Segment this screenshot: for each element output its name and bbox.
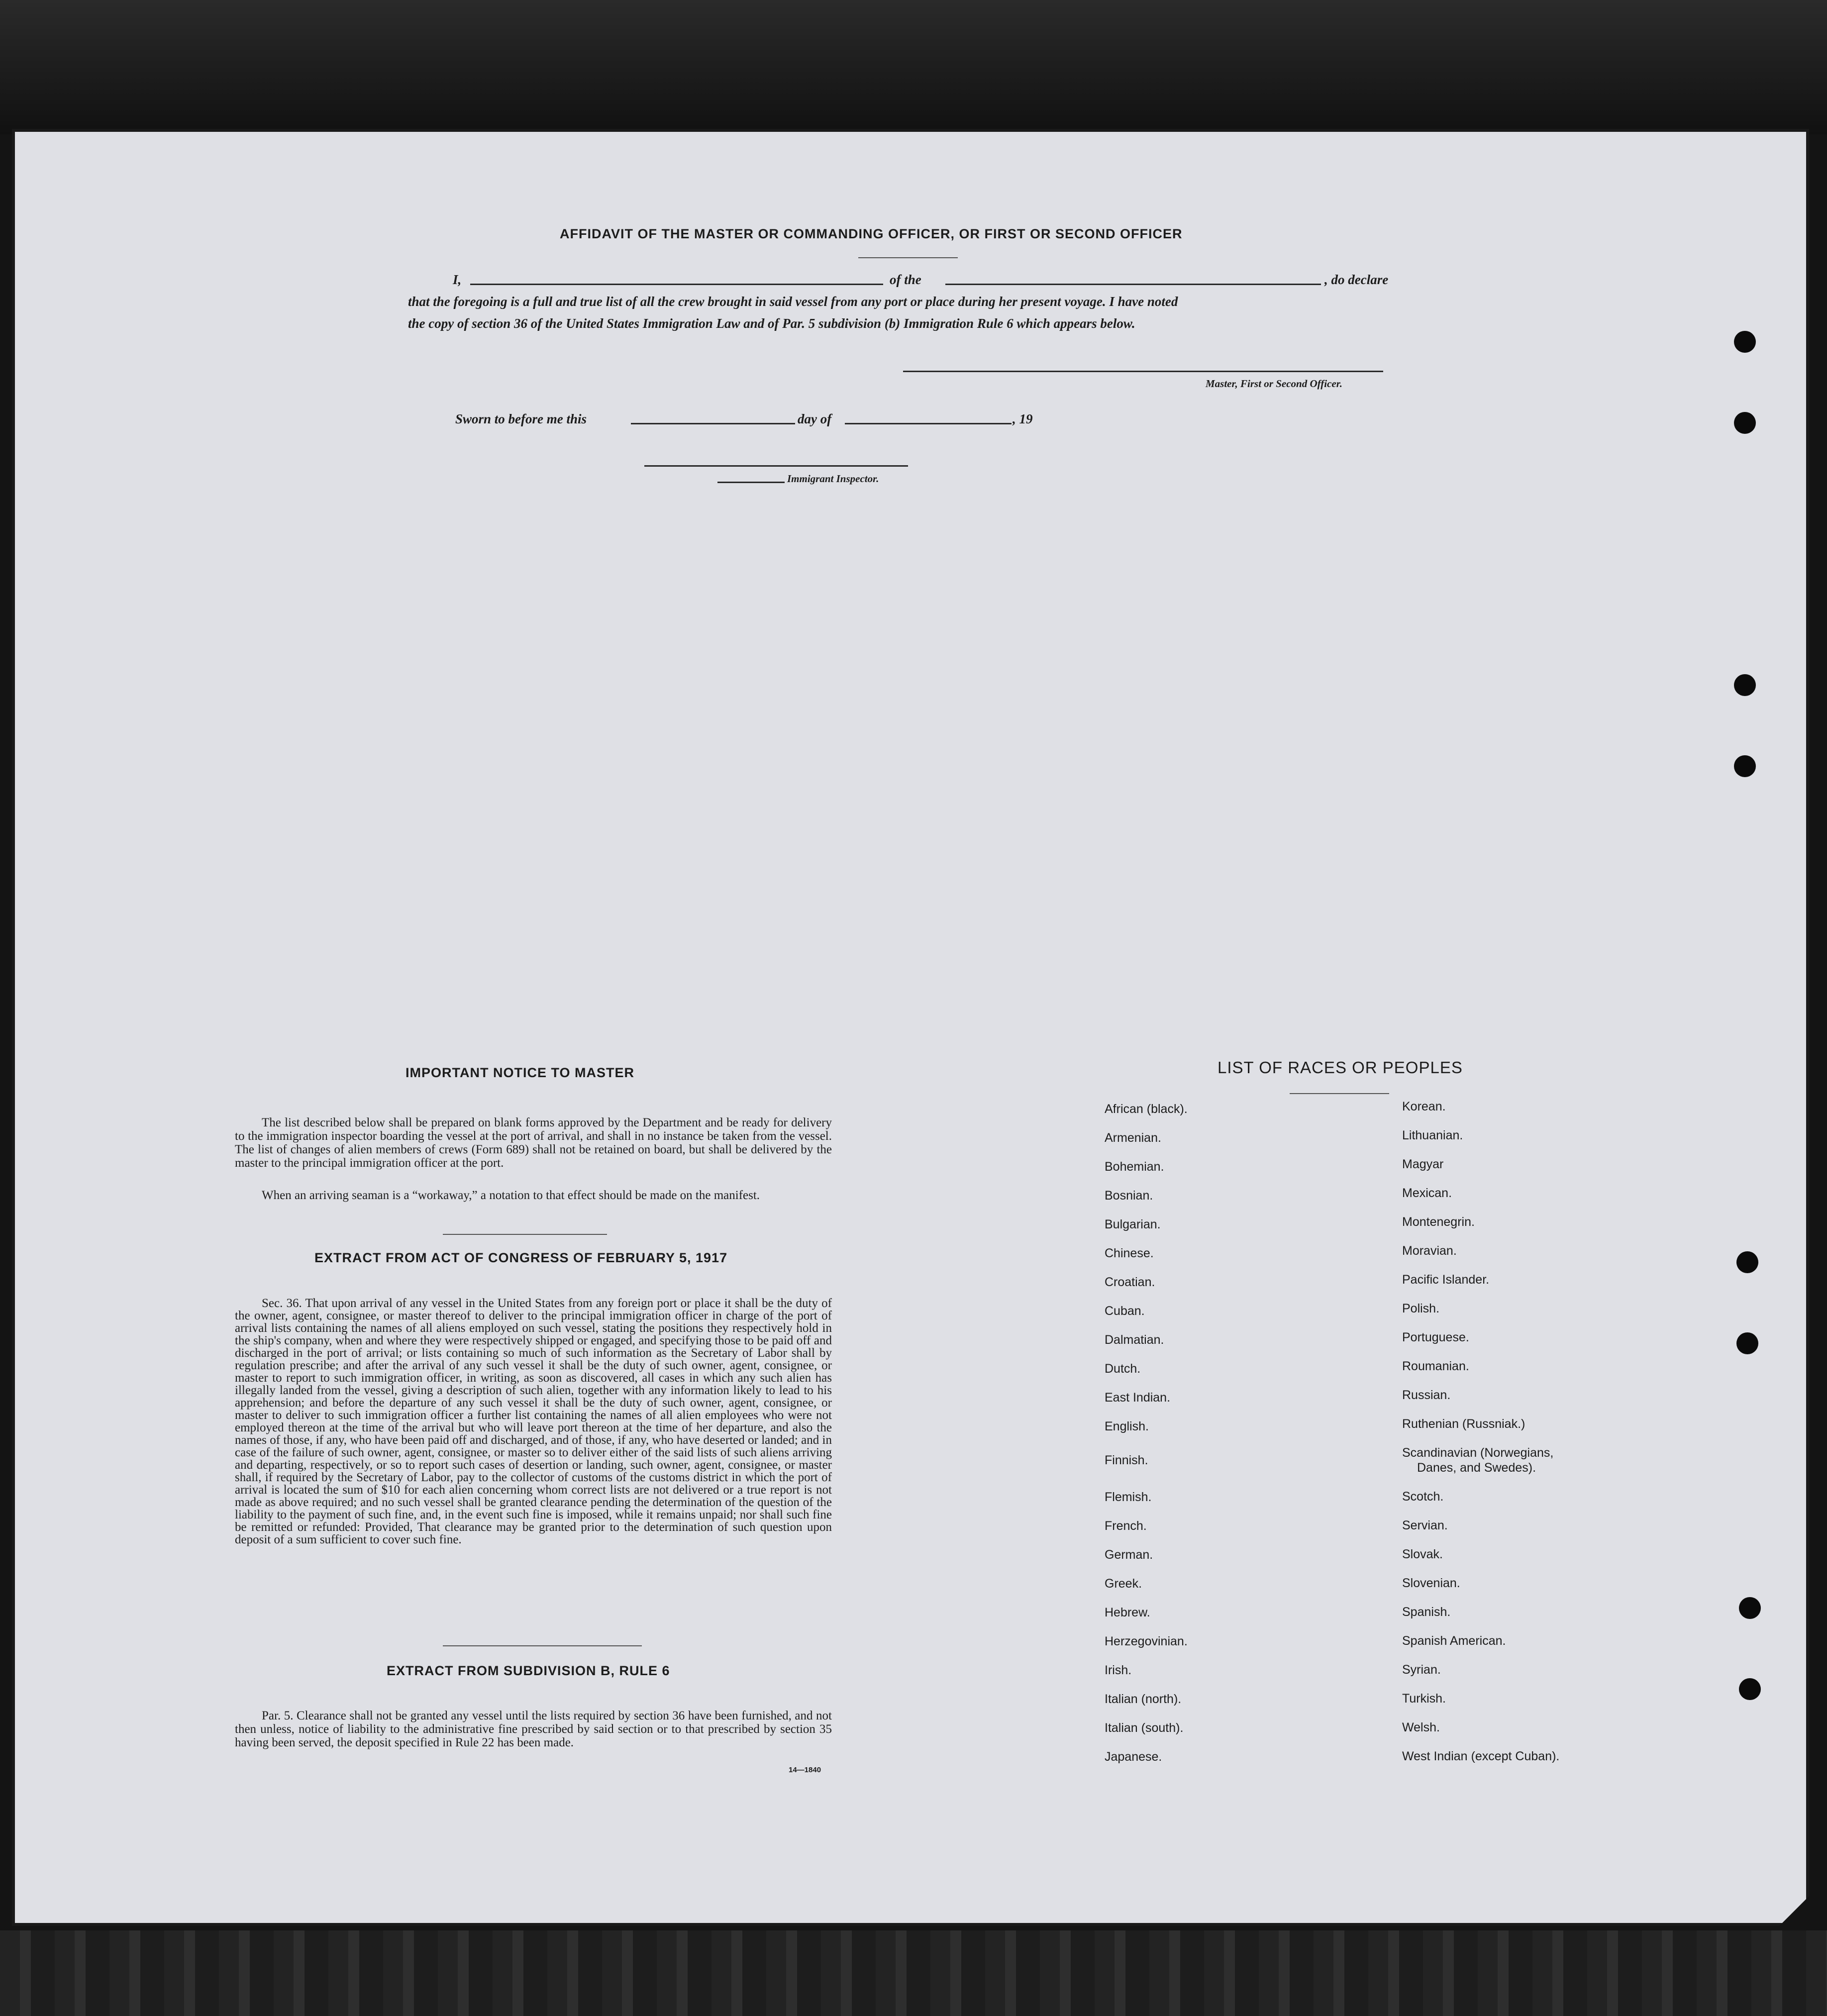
race-item: Korean.	[1402, 1100, 1446, 1113]
race-item: Dutch.	[1105, 1362, 1141, 1376]
punch-hole	[1734, 331, 1756, 353]
race-item: Ruthenian (Russniak.)	[1402, 1417, 1525, 1431]
name-blank[interactable]	[470, 284, 883, 285]
race-item: Montenegrin.	[1402, 1215, 1475, 1229]
race-item: Greek.	[1105, 1577, 1142, 1591]
scanner-bottom-edge	[0, 1930, 1827, 2016]
punch-hole	[1734, 755, 1756, 777]
race-item: Scotch.	[1402, 1490, 1444, 1504]
race-item: Turkish.	[1402, 1692, 1446, 1706]
affidavit-text-line3: the copy of section 36 of the United States Immigration Law and of Par. 5 subdivision (b) Immigration Rule 6 which appears below.	[408, 316, 1135, 331]
inspector-short-line	[717, 482, 785, 483]
race-item: Mexican.	[1402, 1186, 1452, 1200]
race-item: Danes, and Swedes).	[1417, 1461, 1536, 1475]
affidavit-declare-label: , do declare	[1324, 272, 1389, 287]
punch-hole	[1739, 1597, 1761, 1619]
punch-hole	[1734, 412, 1756, 434]
punch-hole	[1739, 1678, 1761, 1700]
race-item: Slovenian.	[1402, 1576, 1460, 1590]
inspector-caption: Immigrant Inspector.	[787, 473, 879, 485]
race-item: English.	[1105, 1419, 1149, 1433]
race-item: Magyar	[1402, 1157, 1444, 1171]
document-page	[15, 132, 1806, 1923]
race-item: Portuguese.	[1402, 1330, 1469, 1344]
race-item: Hebrew.	[1105, 1606, 1150, 1619]
race-item: West Indian (except Cuban).	[1402, 1749, 1560, 1763]
form-number: 14—1840	[789, 1766, 821, 1774]
race-item: Lithuanian.	[1402, 1128, 1463, 1142]
sworn-label: Sworn to before me this	[455, 411, 587, 426]
sworn-month-blank[interactable]	[845, 423, 1012, 424]
race-item: Roumanian.	[1402, 1359, 1469, 1373]
race-item: Flemish.	[1105, 1490, 1152, 1504]
year-label: , 19	[1013, 411, 1033, 426]
punch-hole	[1736, 1251, 1758, 1273]
notice-paragraph-1: The list described below shall be prepared on blank forms approved by the Department and be ready for delivery to the immigration inspector boarding the vessel at the port of arrival, and shall in no instance be taken from the vessel. The list of changes of alien members of crews (Form 689) shall not be retained on board, but shall be delivered by the master to the principal immigration officer at the port.	[235, 1116, 832, 1170]
race-item: Bulgarian.	[1105, 1217, 1161, 1231]
rule-extract-text: Par. 5. Clearance shall not be granted any vessel until the lists required by section 36 have been furnished, and not then unless, notice of liability to the administrative fine prescribed by said section or to that prescribed by section 35 having been served, the deposit specified in Rule 22 has been made.	[235, 1709, 832, 1749]
race-item: East Indian.	[1105, 1391, 1171, 1405]
notice-paragraph-2: When an arriving seaman is a “workaway,” a notation to that effect should be made on the manifest.	[262, 1189, 760, 1202]
divider	[443, 1645, 642, 1646]
race-item: Russian.	[1402, 1388, 1451, 1402]
affidavit-of-the-label: of the	[890, 272, 921, 287]
act-extract-title: EXTRACT FROM ACT OF CONGRESS OF FEBRUARY 5, 1917	[314, 1250, 728, 1265]
race-item: Syrian.	[1402, 1663, 1441, 1677]
race-item: Moravian.	[1402, 1244, 1457, 1258]
divider	[1290, 1093, 1389, 1094]
race-item: Dalmatian.	[1105, 1333, 1164, 1347]
race-item: Welsh.	[1402, 1720, 1440, 1734]
race-item: Chinese.	[1105, 1246, 1154, 1260]
race-item: Scandinavian (Norwegians,	[1402, 1446, 1554, 1460]
race-item: Polish.	[1402, 1302, 1440, 1315]
sworn-day-blank[interactable]	[631, 423, 795, 424]
race-item: Croatian.	[1105, 1275, 1155, 1289]
race-item: Cuban.	[1105, 1304, 1145, 1318]
race-item: Spanish American.	[1402, 1634, 1506, 1648]
race-item: Italian (north).	[1105, 1692, 1182, 1706]
race-item: Servian.	[1402, 1518, 1448, 1532]
master-signature-line[interactable]	[903, 371, 1383, 372]
affidavit-i-label: I,	[453, 272, 462, 287]
divider	[443, 1234, 607, 1235]
race-item: Slovak.	[1402, 1547, 1443, 1561]
race-item: Armenian.	[1105, 1131, 1161, 1145]
master-signature-caption: Master, First or Second Officer.	[1206, 378, 1342, 390]
races-title: LIST OF RACES OR PEOPLES	[1218, 1058, 1463, 1077]
race-item: Finnish.	[1105, 1453, 1148, 1467]
race-item: Japanese.	[1105, 1750, 1162, 1764]
race-item: Italian (south).	[1105, 1721, 1184, 1735]
rule-extract-title: EXTRACT FROM SUBDIVISION B, RULE 6	[387, 1663, 670, 1678]
vessel-blank[interactable]	[945, 284, 1321, 285]
affidavit-title: AFFIDAVIT OF THE MASTER OR COMMANDING OFFICER, OR FIRST OR SECOND OFFICER	[560, 226, 1183, 241]
notice-title: IMPORTANT NOTICE TO MASTER	[406, 1065, 634, 1080]
race-item: German.	[1105, 1548, 1153, 1562]
inspector-signature-line[interactable]	[644, 465, 908, 467]
race-item: Spanish.	[1402, 1605, 1451, 1619]
act-extract-text: Sec. 36. That upon arrival of any vessel in the United States from any foreign port or place it shall be the duty of the owner, agent, consignee, or master thereof to deliver to the principal immigration officer in charge of the port of arrival lists containing the names of all aliens employed on such vessel, stating the positions they respectively hold in the ship's company, when and where they were respectively shipped or engaged, and specifying those to be paid off and discharged in the port of arrival; or lists containing so much of such information as the Secretary of Labor shall by regulation prescribe; and after the arrival of any such vessel it shall be the duty of such owner, agent, consignee, or master to report to such immigration officer, in writing, as soon as discovered, all cases in which any such alien has illegally landed from the vessel, giving a description of such alien, together with any information likely to lead to his apprehension; and before the departure of any such vessel it shall be the duty of such owner, agent, consignee, or master to deliver to such immigration officer a further list containing the names of all alien employees who were not employed thereon at the time of the arrival but who will leave port thereon at the time of her departure, and also the names of those, if any, who have been paid off and discharged, and of those, if any, who have deserted or landed; and in case of the failure of such owner, agent, consignee, or master so to deliver either of the said lists of such aliens arriving and departing, respectively, or so to report such cases of desertion or landing, such owner, agent, consignee, or master shall, if required by the Secretary of Labor, pay to the collector of customs of the customs district in which the port of arrival is located the sum of $10 for each alien concerning whom correct lists are not delivered or a true report is not made as above required; and no such vessel shall be granted clearance pending the determination of the question of the liability to the payment of such fine, and, in the event such fine is imposed, while it remains unpaid; nor shall such fine be remitted or refunded: Provided, That clearance may be granted prior to the determination of such question upon deposit of a sum sufficient to cover such fine.	[235, 1297, 832, 1546]
race-item: Bosnian.	[1105, 1189, 1153, 1203]
punch-hole	[1736, 1332, 1758, 1354]
race-item: Pacific Islander.	[1402, 1273, 1490, 1287]
race-item: African (black).	[1105, 1102, 1188, 1116]
divider	[858, 257, 958, 258]
day-of-label: day of	[798, 411, 832, 426]
race-item: Bohemian.	[1105, 1160, 1164, 1174]
scanner-top-edge	[0, 0, 1827, 134]
race-item: Irish.	[1105, 1663, 1132, 1677]
race-item: Herzegovinian.	[1105, 1634, 1188, 1648]
punch-hole	[1734, 674, 1756, 696]
affidavit-text-line2: that the foregoing is a full and true list of all the crew brought in said vessel from any port or place during her present voyage. I have noted	[408, 294, 1178, 309]
race-item: French.	[1105, 1519, 1147, 1533]
